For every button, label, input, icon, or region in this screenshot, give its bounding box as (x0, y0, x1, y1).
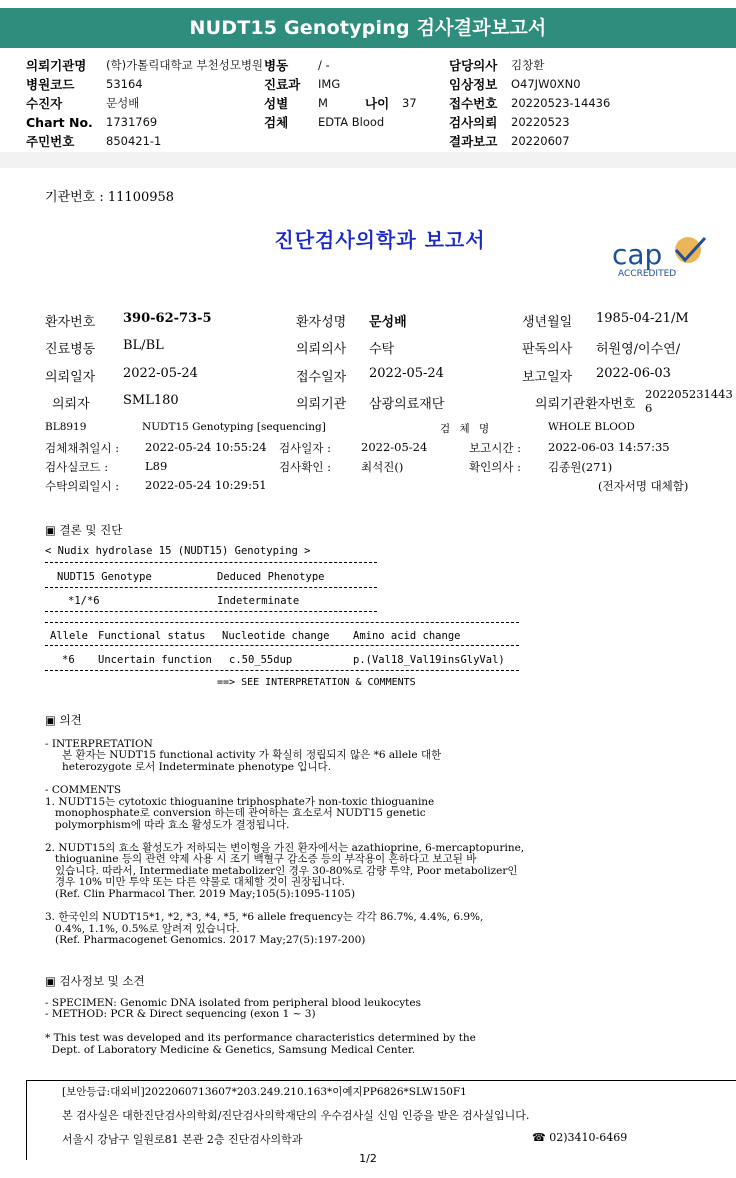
table-rule (45, 611, 377, 612)
hdr-value: 김창환 (511, 58, 545, 72)
patient-value: BL/BL (123, 338, 164, 353)
patient-label: 의뢰자 (52, 397, 90, 412)
patient-label: 환자번호 (45, 315, 96, 330)
hdr-value: 850421-1 (106, 134, 162, 148)
test-value: 김종원(271) (548, 460, 613, 474)
comment-line: monophosphate로 conversion 하는데 관여하는 효소로서 NUDT15 genetic (45, 807, 426, 819)
test-code: BL8919 (45, 421, 87, 433)
genotype-header: NUDT15 Genotype (57, 571, 152, 583)
page-number: 1/2 (359, 1152, 377, 1165)
cap-logo-text: cap (612, 238, 663, 271)
test-label: 보고시간 : (469, 441, 521, 455)
patient-label: 의뢰기관환자번호 (535, 397, 636, 412)
allele-value: *6 (62, 654, 75, 666)
hdr-label: 의뢰기관명 (26, 58, 87, 73)
patient-label: 의뢰의사 (296, 342, 347, 357)
report-body (0, 160, 736, 1160)
patient-value: 202205231443 (645, 387, 733, 401)
patient-value: SML180 (123, 393, 179, 408)
hdr-label: 결과보고 (449, 134, 498, 149)
hdr-label: 주민번호 (26, 134, 75, 149)
interpretation-line: 본 환자는 NUDT15 functional activity 가 확실히 정립되지 않은 *6 allele 대한 (62, 749, 442, 761)
comment-line: 경우 10% 미만 투약 또는 다른 약물로 대체할 것이 권장됩니다. (45, 876, 346, 888)
amino-acid-value: p.(Val18_Val19insGlyVal) (353, 654, 505, 666)
test-label: 검사확인 : (279, 460, 331, 474)
security-line: [보안등급:대외비]2022060713607*203.249.210.163*이예지PP6826*SLW150F1 (62, 1086, 467, 1098)
hdr-value: 37 (402, 96, 417, 110)
comment-line: 있습니다. 따라서, Intermediate metabolizer인 경우 30-80%로 감량 투약, Poor metabolizer인 (45, 865, 518, 877)
hdr-label: 병원코드 (26, 77, 75, 92)
phenotype-value: Indeterminate (217, 595, 300, 607)
hdr-label: 담당의사 (449, 58, 498, 73)
amino-acid-header: Amino acid change (353, 630, 461, 642)
test-label: 검사실코드 : (45, 460, 109, 474)
see-interpretation: ==> SEE INTERPRETATION & COMMENTS (217, 677, 416, 688)
test-value: 2022-05-24 10:29:51 (145, 478, 267, 492)
comment-line: thioguanine 등의 관련 약제 사용 시 조기 백혈구 감소증 등의 부작용이 흔하다고 보고된 바 (45, 853, 477, 865)
result-heading: ▣ 결론 및 진단 (45, 523, 123, 537)
hdr-value: M (318, 96, 328, 110)
patient-label: 접수일자 (296, 370, 347, 385)
patient-value: 2022-05-24 (369, 366, 444, 381)
patient-value: 수탁 (369, 342, 395, 357)
test-label: 수탁의뢰일시 : (45, 479, 120, 493)
hdr-label: 병동 (264, 58, 289, 73)
table-rule (45, 562, 377, 563)
hdr-label: 진료과 (264, 77, 301, 92)
interpretation-title: - INTERPRETATION (45, 738, 153, 750)
hdr-value: 20220523 (511, 115, 570, 129)
patient-value: 1985-04-21/M (596, 311, 689, 326)
footer-divider (26, 1080, 736, 1081)
genotype-value: *1/*6 (68, 595, 100, 607)
table-rule (45, 587, 377, 588)
patient-label: 판독의사 (522, 342, 573, 357)
specimen-value: WHOLE BLOOD (548, 421, 635, 433)
hdr-label: 수진자 (26, 96, 63, 111)
comment-line: 0.4%, 1.1%, 0.5%로 알려져 있습니다. (45, 923, 240, 935)
info-heading: ▣ 검사정보 및 소견 (45, 974, 145, 988)
hdr-value: O47JW0XN0 (511, 77, 581, 91)
nucleotide-header: Nucleotide change (222, 630, 330, 642)
note-line: * This test was developed and its performance characteristics determined by the (45, 1032, 476, 1044)
table-rule (45, 645, 519, 646)
test-value: 최석진() (361, 460, 404, 474)
info-line: - METHOD: PCR & Direct sequencing (exon 1 ~ 3) (45, 1008, 316, 1020)
patient-value: 삼광의료재단 (369, 397, 445, 412)
test-value: L89 (145, 459, 168, 473)
institution-number: 기관번호 : 11100958 (45, 190, 175, 205)
hdr-value: IMG (318, 77, 341, 91)
comment-line: polymorphism에 따라 효소 활성도가 결정됩니다. (45, 819, 290, 831)
hdr-label: 검체 (264, 115, 289, 130)
patient-value: 2022-05-24 (123, 366, 198, 381)
patient-label: 진료병동 (45, 342, 96, 357)
table-rule (45, 622, 519, 623)
certification-line: 본 검사실은 대한진단검사의학회/진단검사의학재단의 우수검사실 신임 인증을 받은 검사실입니다. (62, 1109, 530, 1122)
patient-label: 의뢰기관 (296, 397, 347, 412)
test-value: 2022-05-24 10:55:24 (145, 440, 267, 454)
comments-title: - COMMENTS (45, 784, 122, 796)
patient-value: 문성배 (369, 315, 407, 330)
e-signature-note: (전자서명 대체함) (598, 479, 689, 493)
patient-label: 의뢰일자 (45, 370, 96, 385)
info-line: - SPECIMEN: Genomic DNA isolated from peripheral blood leukocytes (45, 997, 421, 1009)
patient-label: 보고일자 (522, 370, 573, 385)
test-label: 검사일자 : (279, 441, 331, 455)
hdr-label: Chart No. (26, 115, 93, 130)
hdr-label: 성별 (264, 96, 289, 111)
specimen-label: 검 체 명 (440, 423, 490, 435)
test-value: 2022-06-03 14:57:35 (548, 440, 670, 454)
patient-value: 6 (645, 401, 653, 415)
result-subtitle: < Nudix hydrolase 15 (NUDT15) Genotyping > (45, 545, 311, 557)
hdr-value: 20220607 (511, 134, 570, 148)
cap-accredited-text: ACCREDITED (618, 269, 677, 279)
hdr-value: / - (318, 58, 330, 72)
comment-line: 2. NUDT15의 효소 활성도가 저하되는 변이형을 가진 환자에서는 azathioprine, 6-mercaptopurine, (45, 842, 525, 854)
hdr-value: 1731769 (106, 115, 158, 129)
patient-label: 환자성명 (296, 315, 347, 330)
comment-line: 1. NUDT15는 cytotoxic thioguanine triphosphate가 non-toxic thioguanine (45, 796, 435, 808)
cap-accredited-logo (610, 232, 710, 282)
test-value: 2022-05-24 (361, 440, 428, 454)
table-rule (45, 670, 519, 671)
hdr-value: (학)가톨릭대학교 부천성모병원 (106, 58, 264, 72)
phenotype-header: Deduced Phenotype (217, 571, 325, 583)
test-name: NUDT15 Genotyping [sequencing] (142, 421, 326, 433)
hdr-label: 접수번호 (449, 96, 498, 111)
hdr-value: 53164 (106, 77, 143, 91)
patient-value: 허원영/이수연/ (596, 342, 681, 357)
function-value: Uncertain function (98, 654, 212, 666)
opinion-heading: ▣ 의견 (45, 713, 82, 727)
hdr-label: 임상정보 (449, 77, 498, 92)
patient-label: 생년월일 (522, 315, 573, 330)
hdr-value: EDTA Blood (318, 115, 385, 129)
function-header: Functional status (98, 630, 206, 642)
cap-logo-emblem (675, 237, 701, 263)
comment-line: (Ref. Clin Pharmacol Ther. 2019 May;105(5):1095-1105) (45, 888, 356, 900)
hdr-value: 문성배 (106, 96, 140, 110)
hdr-value: 20220523-14436 (511, 96, 611, 110)
hdr-label: 나이 (365, 96, 390, 111)
note-line: Dept. of Laboratory Medicine & Genetics, Samsung Medical Center. (45, 1044, 416, 1056)
test-label: 검체채취일시 : (45, 441, 120, 455)
interpretation-line: heterozygote 로서 Indeterminate phenotype 입니다. (62, 761, 332, 773)
patient-value: 390-62-73-5 (123, 311, 212, 326)
comment-line: (Ref. Pharmacogenet Genomics. 2017 May;27(5):197-200) (45, 934, 366, 946)
address-line: 서울시 강남구 일원로81 본관 2층 진단검사의학과 (62, 1133, 303, 1146)
test-label: 확인의사 : (469, 460, 521, 474)
report-title-bar: NUDT15 Genotyping 검사결과보고서 (0, 8, 736, 48)
report-title: 진단검사의학과 보고서 (274, 228, 486, 252)
footer-divider (26, 1080, 27, 1160)
phone-line: ☎ 02)3410-6469 (532, 1131, 628, 1144)
hdr-label: 검사의뢰 (449, 115, 498, 130)
comment-line: 3. 한국인의 NUDT15*1, *2, *3, *4, *5, *6 allele frequency는 각각 86.7%, 4.4%, 6.9%, (45, 911, 484, 923)
patient-value: 2022-06-03 (596, 366, 671, 381)
allele-header: Allele (50, 630, 88, 642)
nucleotide-value: c.50_55dup (229, 654, 293, 666)
